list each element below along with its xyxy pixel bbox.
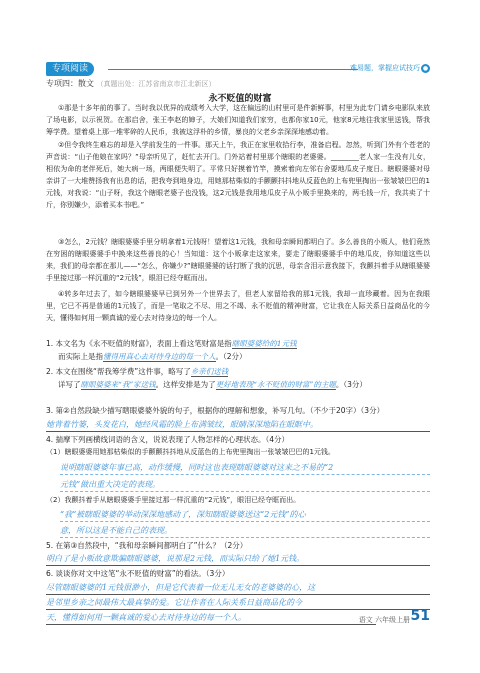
paragraph-2: ②但令我终生难忘的却是入学前发生的一件事。那天上午，我正在家里收拾行李，准备启程。忽然，听到门外有个苍老的声音说：“山子他娘在家吗？”母亲听见了，赶忙去开门。门外站着村里那个瞎眼的老婆婆。________老人家一生没有儿女，相依为命的老伴死后，她大病一场，两眼便失明了。平常只好摸着竹竿，摸索着向左邻右舍要地瓜皮子度日。瞎眼婆婆对母亲讲了一大堆赞扬我有出息的话，把我夸到地身边，用她那枯柴似的手颤颤抖抖地从反蓝色的上布兜里掏出一张皱皱巴巴的1元钱，对我说：“山子呀，我这个瞎眼老婆子也没钱，这2元钱是我用地瓜皮子从小贩手里换来的，两毛钱一斤，我共卖了十斤，你别嫌少，添着买本书吧。” xyxy=(46,141,430,209)
q2-answer-2[interactable]: 瞎眼婆婆来“我”家送钱 xyxy=(80,380,156,389)
question-5: 5. 在第③自然段中，“我和母亲瞬间都明白了”什么？（2分） xyxy=(46,541,248,550)
paragraph-4: ④转多年过去了，如今瞎眼婆婆早已到另外一个世界去了，但老人家留给我的那1元钱，我却一直珍藏着。因为在我眼里，它已不再是普通的1元钱了，而是一笔取之不尽、用之不竭、永不贬值的精神财富，它让我在人际关系日益商品化的今天，懂得如何用一颗真诚的爱心去对待身边的每一个人。 xyxy=(46,290,430,322)
article-title: 永不贬值的财富 xyxy=(208,94,272,104)
question-4: 4. 揣摩下列画横线词语的含义，说说表现了人物怎样的心理状态。（4分） xyxy=(46,435,290,444)
section-tag: 专项阅读 xyxy=(46,62,94,76)
q2-answer-1[interactable]: 乡亲们送钱 xyxy=(190,367,229,376)
q4-answer-2b[interactable]: 意，所以这是不能自己的表现。 xyxy=(60,524,430,538)
q4-sub-2: （2）我颤抖着手从瞎眼婆婆手里接过那一样沉重的“2元钱”，眼泪已经夺眶而出。 xyxy=(46,496,301,504)
q2-text-2: 详写了 xyxy=(58,380,81,389)
q5-answer[interactable]: 明白了是小贩故意欺骗瞎眼婆婆，说那是2元钱，而实际只给了她1元钱。 xyxy=(46,552,430,566)
q6-answer-1[interactable]: 尽管瞎眼婆婆的1元钱很渺小，但是它代表着一位无儿无女的老婆婆的心，这 xyxy=(46,581,430,595)
question-3: 3. 第②自然段缺少描写瞎眼婆婆外貌的句子，根据你的理解和想象，补写几句。（不少于20字）（3分） xyxy=(46,406,385,415)
q4-sub-1: （1）瞎眼婆婆用她那枯柴似的手颤颤抖抖地从反蓝色的上布兜里掏出一张皱皱巴巴的1元钱。 xyxy=(46,448,335,456)
header-divider xyxy=(108,69,358,70)
question-1 xyxy=(46,338,430,350)
paragraph-3: ③怎么，2元钱？瞎眼婆婆手里分明拿着1元钱呀！望着这1元钱，我和母亲瞬间都明白了。多么善良的小贩人，他们竟然在穷困的瞎眼婆婆手中换来这些善良的心！当知道：这个小贩拿走这家来，要走了瞎眼婆婆手中的地瓜皮，你知道这些以来，我们的母亲都在那儿——“怎么，你嫌少?”瞎眼婆婆的话打断了我的沉思，母亲含泪示意我接下，我颤抖着手从瞎眼婆婆手里接过那一样沉重的“2元钱”，眼泪已经夺眶而出。 xyxy=(46,238,430,282)
q1-text-2: 而实际上是指 xyxy=(58,352,103,361)
page-number: 51 xyxy=(410,608,430,624)
q2-text-3: 。这样安排是为了 xyxy=(155,380,216,389)
q4-answer-1a[interactable]: 说明瞎眼婆婆年事已高，动作缓慢，同时这也表现瞎眼婆婆对这来之不易的“2 xyxy=(60,461,430,475)
header-badge-icon: ● xyxy=(422,65,429,72)
q2-score: 。（3分） xyxy=(335,380,367,389)
topic-source: （真题出处：江苏省南京市江北新区） xyxy=(96,80,216,88)
q4-answer-2a[interactable]: “我”被瞎眼婆婆的举动深深地感动了，深知瞎眼婆婆送这“2元钱”的心 xyxy=(60,508,430,522)
q1-text-1: 1. 本文名为《永不贬值的财富》，表面上看这笔财富是指 xyxy=(46,339,232,348)
topic-line xyxy=(46,78,216,89)
q2-answer-3[interactable]: 更好地表现“永不贬值的财富”的主题 xyxy=(215,380,336,389)
q1-answer-1[interactable]: 瞎眼婆婆给的1元钱 xyxy=(231,339,297,348)
q1-answer-2[interactable]: 懂得用真心去对待身边的每一个人 xyxy=(103,352,216,361)
q6-answer-2[interactable]: 是邻里乡亲之间最伟大最真挚的爱。它让作者在人际关系日益商品化的今 xyxy=(46,596,430,610)
header-tip: 难易题，掌握应试技巧 xyxy=(350,64,420,72)
q1-score: 。（2分） xyxy=(215,352,247,361)
q2-text-1: 2. 本文在围绕“帮我筹学费”这件事，略写了 xyxy=(46,367,191,376)
question-1-cont xyxy=(46,351,430,363)
question-6: 6. 谈谈你对文中这笔“永不贬值的财富”的看法。（3分） xyxy=(46,569,230,578)
q3-answer[interactable]: 她背着竹篓，头发花白，她经风霜的脸上布满皱纹，眼睛深深地陷在眼眶中。 xyxy=(46,418,430,432)
question-2-cont xyxy=(46,379,430,391)
question-2 xyxy=(46,366,430,378)
topic-label: 专项四：散文 xyxy=(46,79,94,88)
paragraph-1: ①那是十多年前的事了。当时我以优异的成绩考入大学，这在偏远的山村里可是件新鲜事，村里为此专门请乡电影队来放了场电影，以示祝贺。在那启舍，张王李赵的婶子，大娘们知道我们家穷，也都你家10元，他家8元地往我家里送钱，帮我筹学费。望着桌上那一堆零碎的人民币，我被这浮朴的乡情，暴良的父老乡亲深深地感动着。 xyxy=(46,104,430,136)
section-header xyxy=(46,62,430,76)
q6-answer-3[interactable]: 天，懂得如何用一颗真诚的爱心去对待身边的每一个人。 xyxy=(46,611,376,625)
footer-label: 语文 六年级上册 xyxy=(358,616,410,624)
q4-answer-1b[interactable]: 元钱”做出重大决定的表现。 xyxy=(60,478,430,492)
